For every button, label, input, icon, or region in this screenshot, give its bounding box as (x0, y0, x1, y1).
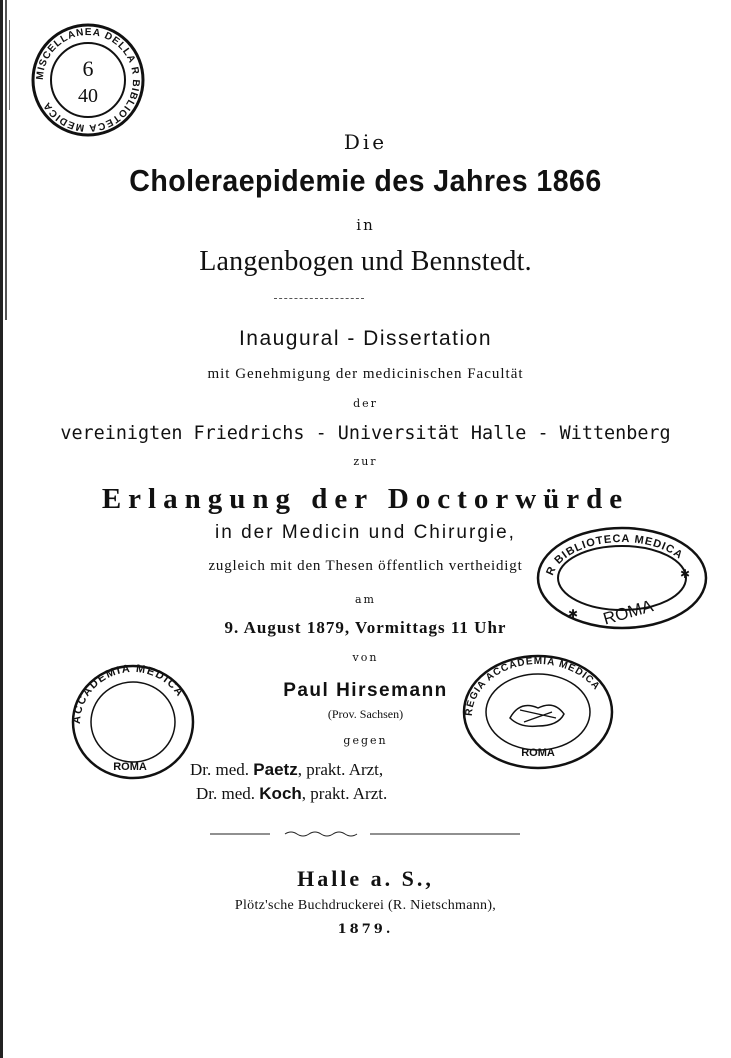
main-title: Choleraepidemie des Jahres 1866 (129, 163, 602, 198)
von-line: von (352, 651, 379, 664)
degree-line: Erlangung der Doctorwürde (101, 483, 630, 515)
opponent-1-role: , prakt. Arzt, (297, 760, 384, 779)
defended-line: zugleich mit den Thesen öffentlich vertheidigt (208, 558, 523, 574)
opponent-1-name: Paetz (253, 760, 298, 779)
stamp-right-ring-text: R BIBLIOTECA MEDICA (544, 532, 686, 578)
title-in: in (356, 216, 375, 234)
svg-text:✱: ✱ (680, 567, 691, 581)
svg-text:ACCADEMIA MEDICA (71, 663, 187, 724)
opponent-2-title: Dr. med. (196, 784, 256, 803)
gegen-line: gegen (343, 734, 388, 747)
stamp-right-center: ROMA (601, 596, 656, 629)
dissertation-heading: Inaugural - Dissertation (238, 327, 493, 350)
publication-year: 1879. (337, 922, 394, 937)
approval-line: mit Genehmigung der medicinischen Facultät (207, 366, 524, 382)
faculty-line: in der Medicin und Chirurgie, (215, 522, 516, 543)
academy-stamp-left (68, 662, 198, 782)
ornamental-rule (210, 830, 520, 838)
stamp-number-1: 6 (82, 56, 94, 81)
title-die: Die (343, 130, 388, 154)
author-origin: (Prov. Sachsen) (327, 707, 404, 721)
stamp-ring-text: MISCELLANEA DELLA R BIBLIOTECA MEDICA (34, 26, 142, 134)
printer-name: Plötz'sche Buchdruckerei (R. Nietschmann), (234, 898, 497, 913)
author-name: Paul Hirsemann (283, 680, 448, 701)
university-line: vereinigten Friedrichs - Universität Halle - Wittenberg (60, 422, 671, 444)
opponent-2-role: , prakt. Arzt. (301, 784, 388, 803)
stamp-middle-bottom: ROMA (521, 747, 555, 759)
svg-text:REGIA ACCADEMIA MEDICA (464, 656, 602, 716)
place-name: Langenbogen und Bennstedt. (199, 246, 532, 277)
defense-date: 9. August 1879, Vormittags 11 Uhr (224, 618, 507, 637)
library-stamp-top-left (28, 20, 148, 140)
stamp-number-2: 40 (78, 85, 98, 107)
library-stamp-right (532, 520, 712, 632)
opponent-2 (196, 784, 516, 804)
divider-rule (274, 298, 364, 299)
opponent-1-title: Dr. med. (190, 760, 250, 779)
svg-text:✱: ✱ (568, 607, 579, 621)
zur-line: zur (353, 455, 378, 468)
publication-city: Halle a. S., (297, 866, 434, 891)
opponent-2-name: Koch (259, 784, 302, 803)
der-line: der (353, 397, 378, 410)
stamp-left-bottom: ROMA (113, 761, 147, 773)
academy-stamp-middle (458, 652, 618, 774)
am-line: am (355, 593, 376, 606)
svg-text:R BIBLIOTECA MEDICA (544, 533, 685, 577)
stamp-middle-ring-text: REGIA ACCADEMIA MEDICA (463, 655, 603, 717)
stamp-left-ring-text: ACCADEMIA MEDICA (70, 662, 187, 725)
